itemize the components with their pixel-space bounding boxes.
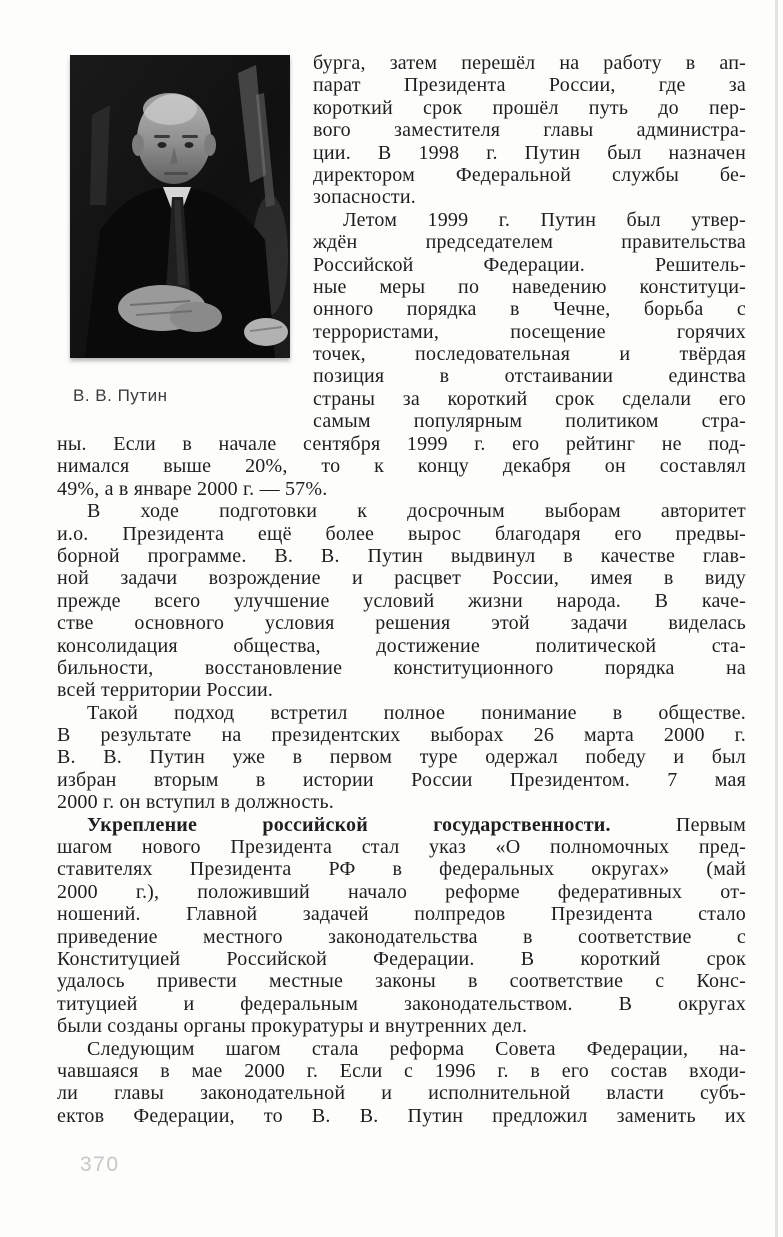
text-line: 49%, а в январе 2000 г. — 57%. xyxy=(57,477,328,500)
text-line: стве основного условия решения этой задачи виделась xyxy=(57,612,746,635)
text-line: точек, последовательная и твёрдая xyxy=(313,343,746,366)
text-line: вого заместителя главы администра- xyxy=(313,119,746,142)
text-line: ставителях Президента РФ в федеральных округах» (май xyxy=(57,858,746,881)
text-line: самым популярным политиком стра- xyxy=(313,410,746,433)
text-line: ношений. Главной задачей полпредов Президента стало xyxy=(57,903,746,926)
page-edge-shadow xyxy=(775,0,778,1237)
photo-caption: В. В. Путин xyxy=(73,386,168,405)
text-line: онного порядка в Чечне, борьба с xyxy=(313,298,746,321)
text-line: позиция в отстаивании единства xyxy=(313,365,746,388)
text-line: титуцией и федеральным законодательством. В округах xyxy=(57,992,746,1015)
text-line: зопасности. xyxy=(313,186,416,209)
text-line: Такой подход встретил полное понимание в обществе. xyxy=(87,701,746,724)
text-line: 2000 г.), положивший начало реформе федеративных от- xyxy=(57,880,746,903)
text-line: Летом 1999 г. Путин был утвер- xyxy=(343,208,746,231)
text-line: шагом нового Президента стал указ «О полномочных пред- xyxy=(57,836,746,859)
text-line: В результате на президентских выборах 26 марта 2000 г. xyxy=(57,724,746,747)
text-line: Российской Федерации. Решитель- xyxy=(313,253,746,276)
text-line: ные меры по наведению конституци- xyxy=(313,275,746,298)
text-line: были созданы органы прокуратуры и внутренних дел. xyxy=(57,1015,528,1038)
text-line: Следующим шагом стала реформа Совета Федерации, на- xyxy=(87,1037,746,1060)
text-line: борной программе. В. В. Путин выдвинул в качестве глав- xyxy=(57,544,746,567)
text-line: всей территории России. xyxy=(57,679,274,702)
text-line: Конституцией Российской Федерации. В короткий срок xyxy=(57,947,746,970)
text-line: и.о. Президента ещё более вырос благодаря его предвы- xyxy=(57,522,746,545)
text-line: консолидация общества, достижение политической ста- xyxy=(57,634,746,657)
text-line: В ходе подготовки к досрочным выборам авторитет xyxy=(87,500,746,523)
text-line: ции. В 1998 г. Путин был назначен xyxy=(313,141,746,164)
putin-portrait-illustration xyxy=(70,55,290,358)
text-line: ли главы законодательной и исполнительной власти субъ- xyxy=(57,1082,746,1105)
text-column-beside-photo xyxy=(313,52,746,433)
page-number: 370 xyxy=(80,1153,120,1176)
text-line: бурга, затем перешёл на работу в ап- xyxy=(313,52,746,74)
text-line: ектов Федерации, то В. В. Путин предложил заменить их xyxy=(57,1104,746,1127)
text-line: прежде всего улучшение условий жизни народа. В каче- xyxy=(57,589,746,612)
text-line: нимался выше 20%, то к концу декабря он составлял xyxy=(57,455,746,478)
text-line: чавшаяся в мае 2000 г. Если с 1996 г. в его состав входи- xyxy=(57,1059,746,1082)
text-line: бильности, восстановление конституционного порядка на xyxy=(57,656,746,679)
text-line: ны. Если в начале сентября 1999 г. его рейтинг не под- xyxy=(57,433,746,455)
text-line: директором Федеральной службы бе- xyxy=(313,163,746,186)
text-line: ждён председателем правительства xyxy=(313,231,746,254)
text-line: страны за короткий срок сделали его xyxy=(313,387,746,410)
text-line: удалось привести местные законы в соответствие с Конс- xyxy=(57,970,746,993)
text-line: террористами, посещение горячих xyxy=(313,320,746,343)
section-heading-bold: Укрепление российской государственности. xyxy=(87,813,611,836)
text-line: парат Президента России, где за xyxy=(313,74,746,97)
text-line: ной задачи возрождение и расцвет России, имея в виду xyxy=(57,567,746,590)
text-line: короткий срок прошёл путь до пер- xyxy=(313,96,746,119)
text-full-width xyxy=(57,433,746,1127)
text-line: избран вторым в истории России Президентом. 7 мая xyxy=(57,768,746,791)
text-line: Укрепление российской государственности. Первым xyxy=(87,813,746,836)
text-line: 2000 г. он вступил в должность. xyxy=(57,791,335,814)
text-line: В. В. Путин уже в первом туре одержал победу и был xyxy=(57,746,746,769)
text-line: приведение местного законодательства в соответствие с xyxy=(57,925,746,948)
putin-photo xyxy=(70,55,290,358)
